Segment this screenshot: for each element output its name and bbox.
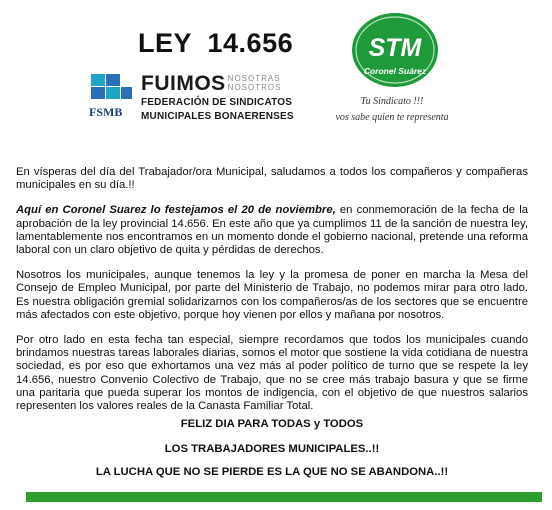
federation-line-2: MUNICIPALES BONAERENSES [141, 111, 294, 122]
fsmb-mark-icon [88, 74, 134, 124]
fsmb-logo [88, 72, 294, 126]
federation-line-1: FEDERACIÓN DE SINDICATOS [141, 97, 293, 108]
paragraph-celebration [16, 204, 528, 257]
header [0, 0, 552, 150]
slogan-line-2: vos sabe quien te representa [335, 112, 449, 123]
slogan-line-1: Tu Sindicato !!! [360, 96, 424, 107]
stm-logo [351, 12, 439, 88]
stm-city: Coronel Suárez [363, 66, 427, 76]
footer-bar [26, 492, 542, 502]
nosotras-nosotros [228, 74, 282, 92]
fsmb-mark-text: FSMB [89, 105, 123, 119]
closing-line-2: LOS TRABAJADORES MUNICIPALES..!! [164, 443, 380, 455]
nosotras-word: NOSOTRAS [227, 74, 281, 83]
stm-initials: STM [368, 34, 422, 62]
nosotros-word: NOSOTROS [227, 83, 282, 92]
paragraph-demands: Por otro lado en esta fecha tan especial, siempre recordamos que todos los municipales cuando brindamos nuestras tareas laborales diarias, somos el motor que sostiene la vida cotidiana de nuestra sociedad, es por eso que exhortamos una vez más al poder político de turno que se respete la ley 14.656, nuestro Convenio Colectivo de Trabajo, que no se cree más trabajo basura y que se firme una paritaria que pueda superar los montos de indigencia, con el objetivo de que nuestros salarios representen los valores reales de la Canasta Familiar Total. [16, 334, 528, 413]
letter-body [16, 166, 528, 425]
page-title: LEY 14.656 [138, 28, 294, 58]
celebration-lead: Aquí en Coronel Suarez lo festejamos el 20 de noviembre, [16, 204, 336, 217]
fuimos-heading [141, 74, 281, 94]
celebration-rest: en conmemoración de la fecha de la aprobación de la ley provincial 14.656. En este año que ya cumplimos 11 de la sanción de nuestra ley, lamentablemente nos encontramos en un momento donde el gobierno nacional, pretende una reforma laboral con un claro objetivo de quita y pérdidas de derechos. [16, 204, 528, 257]
closing-line-1: FELIZ DIA PARA TODAS y TODOS [180, 418, 364, 430]
fuimos-word: FUIMOS [141, 72, 226, 95]
paragraph-greeting: En vísperas del día del Trabajador/ora Municipal, saludamos a todos los compañeros y compañeras municipales en su día.!! [16, 166, 528, 192]
closing-line-3: LA LUCHA QUE NO SE PIERDE ES LA QUE NO SE ABANDONA..!! [95, 466, 449, 478]
paragraph-solidarity: Nosotros los municipales, aunque tenemos la ley y la promesa de poner en marcha la Mesa del Consejo de Empleo Municipal, por parte del Ministerio de Trabajo, no podemos mirar para otro lado. Es nuestra obligación gremial solidarizarnos con los compañeros/as de los sectores que se encuentre más afectados con este objetivo, porque hoy vienen por ellos y mañana por nosotros. [16, 269, 528, 321]
stm-slogan [318, 94, 466, 126]
